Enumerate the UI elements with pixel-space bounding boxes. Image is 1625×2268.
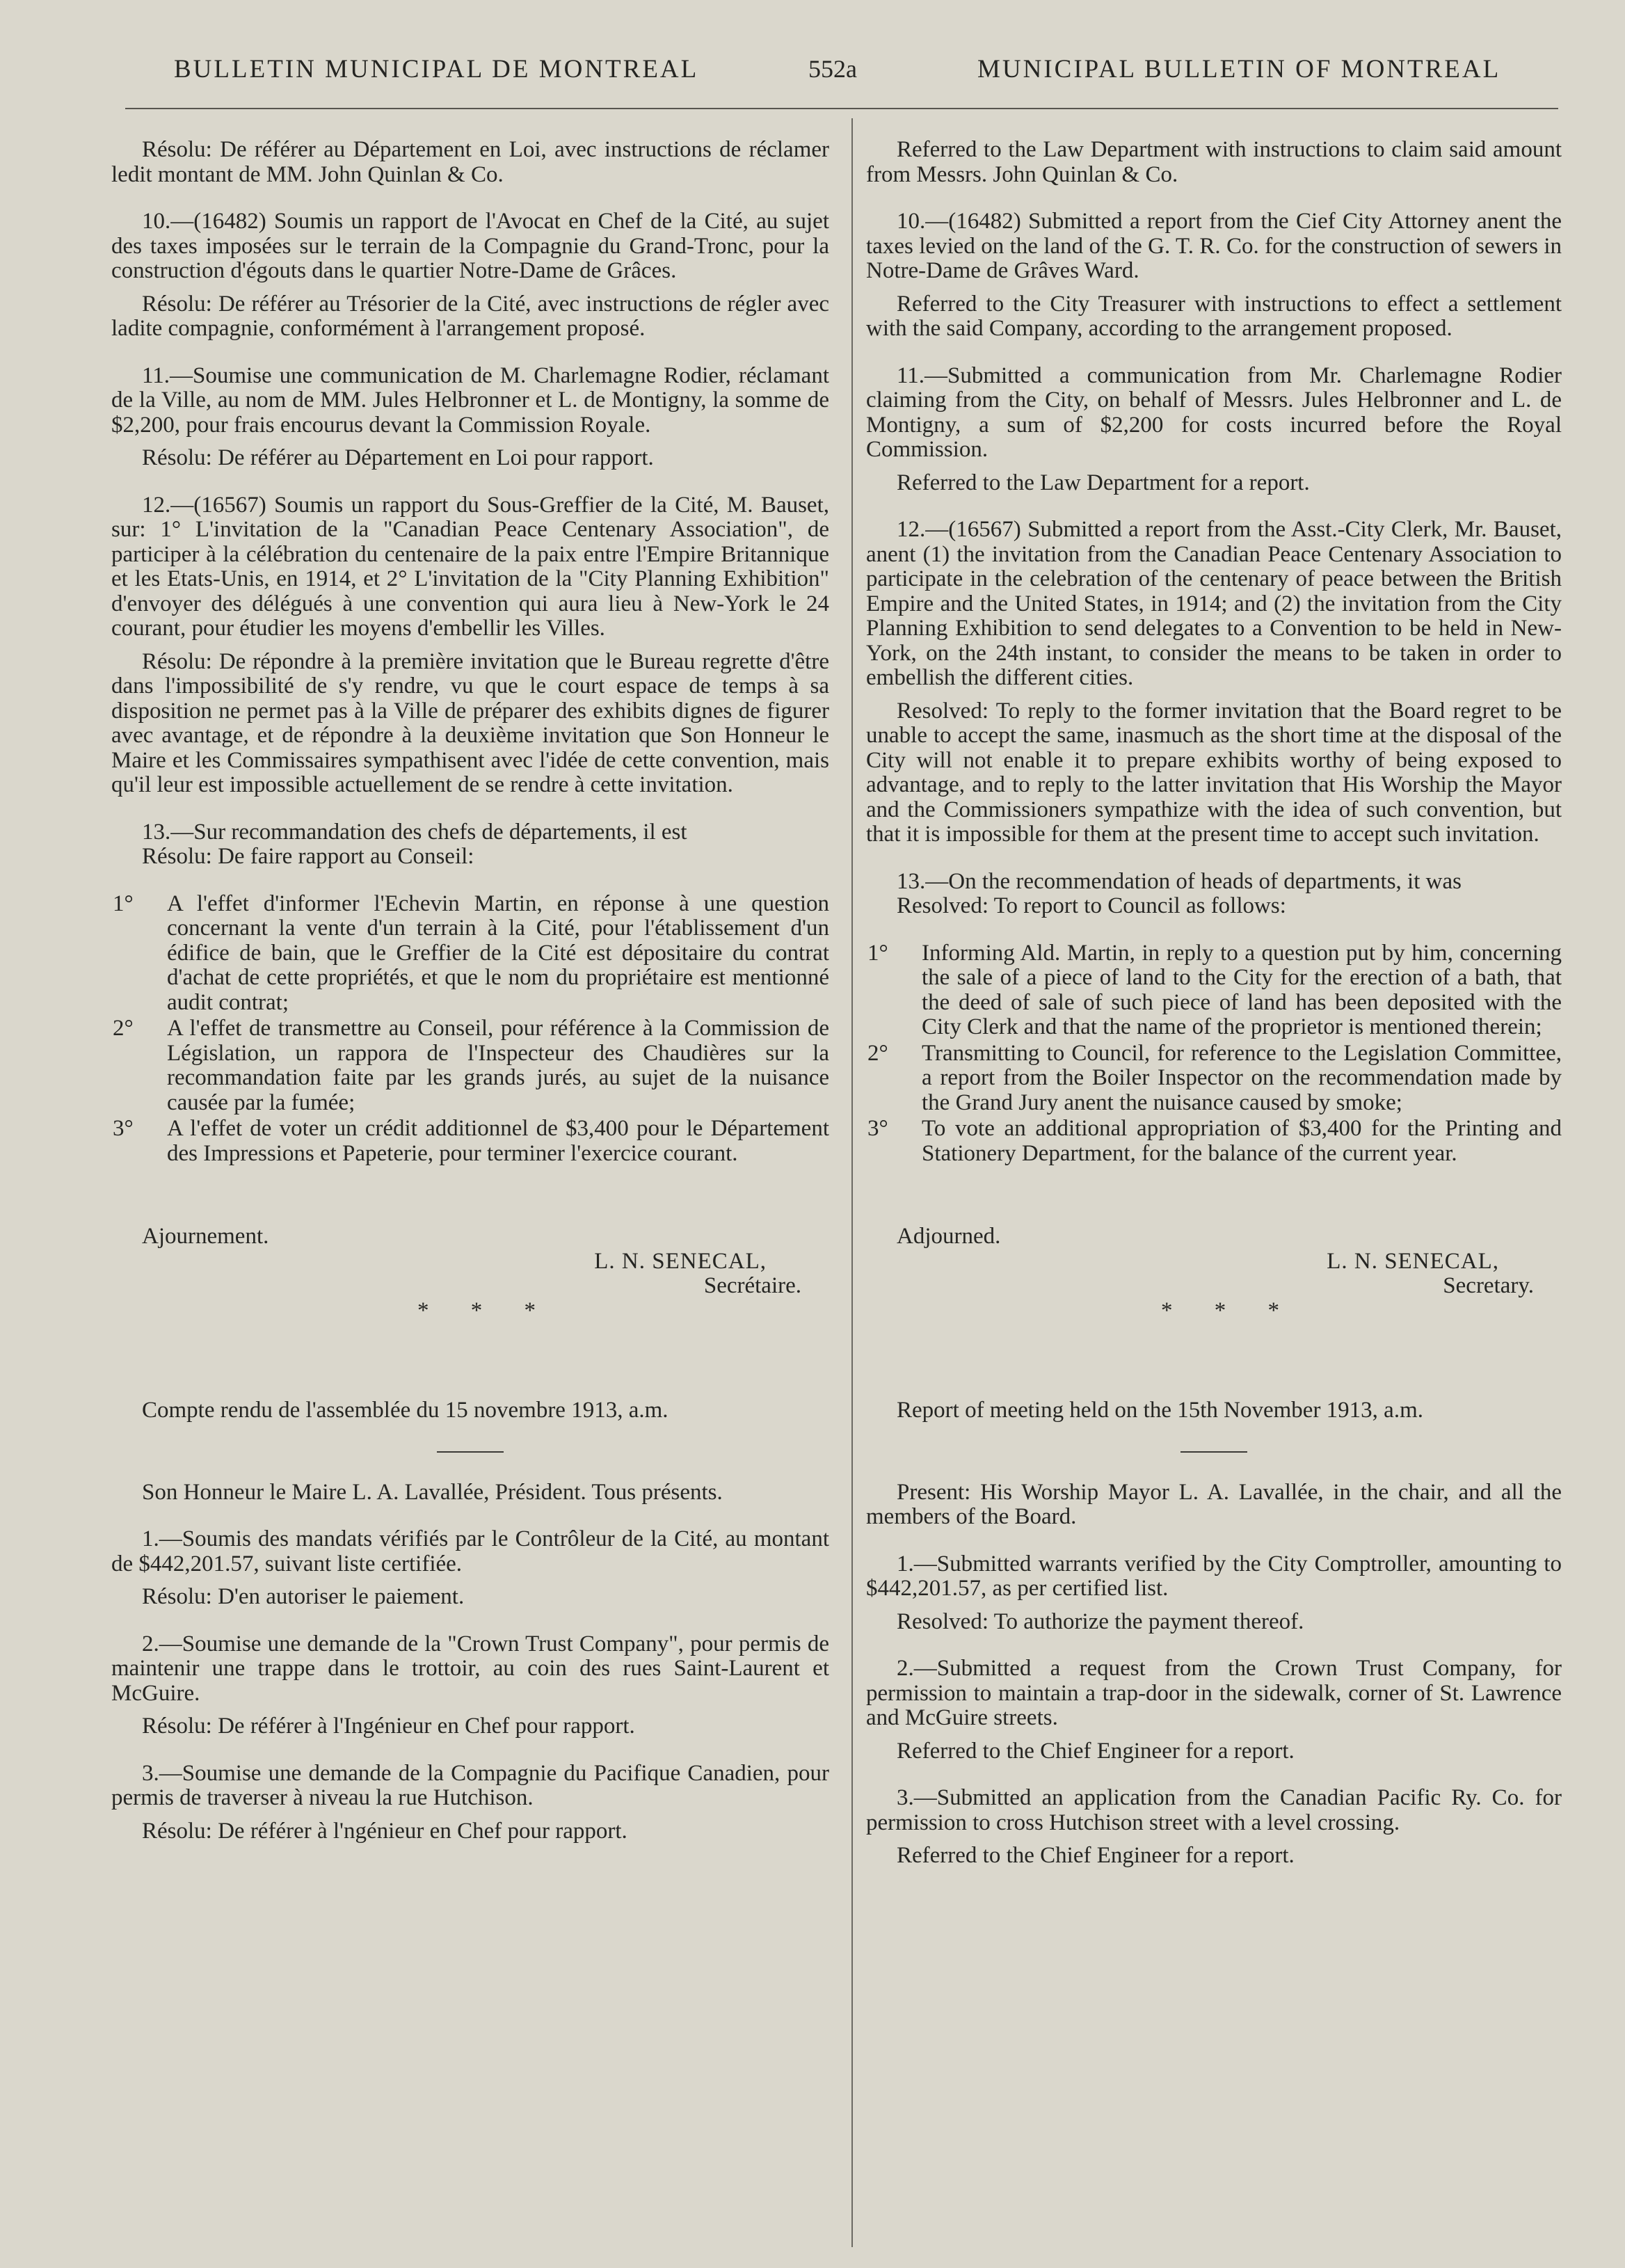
list-number: 1° xyxy=(867,940,888,966)
list-number: 3° xyxy=(113,1116,134,1141)
list-item-text: A l'effet de voter un crédit additionnel de $3,400 pour le Département des Impressions et Papeterie, pour terminer l'exercice courant. xyxy=(167,1116,829,1166)
running-head-french: BULLETIN MUNICIPAL DE MONTREAL xyxy=(174,55,699,83)
paragraph-resolution: Resolved: To authorize the payment thereof. xyxy=(897,1608,1304,1634)
english-column xyxy=(866,138,1562,1869)
list-item-text: A l'effet de transmettre au Conseil, pour référence à la Commission de Législation, un rappora de l'Inspecteur des Chaudières sur la recommandation faite par les grands jurés, au sujet de la nuisance causée par la fumée; xyxy=(167,1016,829,1115)
paragraph-item-3: 3.—Submitted an application from the Canadian Pacific Ry. Co. for permission to cross Hutchison street with a level crossing. xyxy=(866,1785,1562,1835)
list-number: 1° xyxy=(113,891,134,916)
paragraph-resolution: Referred to the Chief Engineer for a report. xyxy=(897,1738,1295,1764)
signature-name: L. N. SENECAL, xyxy=(1327,1248,1499,1274)
paragraph-resolution: Resolved: To report to Council as follows: xyxy=(897,893,1286,918)
list-item-text: A l'effet d'informer l'Echevin Martin, en réponse à une question concernant la vente d'un terrain à la Cité, pour l'établissement d'un édifice de bain, que le Greffier de la Cité est dépositaire du contrat d'achat de cette propriétés, et que le nom du propriétaire est mentionné audit contrat; xyxy=(167,891,829,1015)
paragraph-item-12: 12.—(16567) Soumis un rapport du Sous-Greffier de la Cité, M. Bauset, sur: 1° L'invitation de la "Canadian Peace Centenary Association", de participer à la célébration du centenaire de la paix entre l'Empire Britannique et les Etats-Unis, en 1914, et 2° L'invitation de la "City Planning Exhibition" d'envoyer des délégués à une convention qui aura lieu à New-York le 24 courant, pour étudier les moyens d'embellir les Villes. xyxy=(111,492,829,641)
paragraph-item-10: 10.—(16482) Soumis un rapport de l'Avocat en Chef de la Cité, au sujet des taxes imposées sur le terrain de la Compagnie du Grand-Tronc, pour la construction d'égouts dans le quartier Notre-Dame de Grâces. xyxy=(111,209,829,283)
recommendation-list xyxy=(111,892,829,1167)
paragraph-resolution: Résolu: De référer au Trésorier de la Cité, avec instructions de régler avec ladite compagnie, conformément à l'arrangement proposé. xyxy=(111,291,829,341)
paragraph-resolution: Referred to the City Treasurer with instructions to effect a settlement with the said Company, according to the arrangement proposed. xyxy=(866,291,1562,341)
paragraph-item-11: 11.—Submitted a communication from Mr. Charlemagne Rodier claiming from the City, on behalf of Messrs. Jules Helbronner and L. de Montigny, a sum of $2,200 for costs incurred before the Royal Commission. xyxy=(866,362,1562,462)
column-divider xyxy=(851,118,853,2247)
attendance: Son Honneur le Maire L. A. Lavallée, Président. Tous présents. xyxy=(142,1479,723,1505)
list-item xyxy=(111,1117,829,1166)
paragraph-item-3: 3.—Soumise une demande de la Compagnie du Pacifique Canadien, pour permis de traverser à niveau la rue Hutchison. xyxy=(111,1760,829,1810)
list-item xyxy=(866,1117,1562,1166)
paragraph-item-2: 2.—Soumise une demande de la "Crown Trust Company", pour permis de maintenir une trappe dans le trottoir, au coin des rues Saint-Laurent et McGuire. xyxy=(111,1631,829,1706)
list-item-text: Informing Ald. Martin, in reply to a question put by him, concerning the sale of a piece of land to the City for the erection of a bath, that the deed of sale of such piece of land has been deposited with the City Clerk and that the name of the proprietor is mentioned therein; xyxy=(922,940,1562,1039)
paragraph-resolution: Résolu: De référer à l'Ingénieur en Chef pour rapport. xyxy=(142,1714,635,1739)
paragraph-resolution: Résolu: De répondre à la première invitation que le Bureau regrette d'être dans l'impossibilité de s'y rendre, vu que le court espace de temps à sa disposition ne permet pas à la Ville de préparer des exhibits dignes de figurer avec avantage, et de répondre à la deuxième invitation que Son Honneur le Maire et les Commissaires sympathisent avec l'idée de cette convention, mais qu'il leur est impossible actuellement de se rendre à cette invitation. xyxy=(111,648,829,797)
paragraph-resolution: Résolu: D'en autoriser le paiement. xyxy=(142,1584,465,1609)
adjournment: Ajournement. xyxy=(142,1224,269,1249)
list-item xyxy=(866,1041,1562,1116)
list-item-text: To vote an additional appropriation of $3,400 for the Printing and Stationery Department, for the balance of the current year. xyxy=(922,1116,1562,1166)
list-number: 2° xyxy=(113,1016,134,1041)
paragraph-item-1: 1.—Submitted warrants verified by the City Comptroller, amounting to $442,201.57, as per certified list. xyxy=(866,1551,1562,1601)
paragraph-resolution: Resolved: To reply to the former invitation that the Board regret to be unable to accept the same, inasmuch as the short time at the disposal of the City will not enable it to prepare exhibits worthy of being exposed to advantage, and to reply to the latter invitation that His Worship the Mayor and the Commissioners sympathize with the idea of such convention, but that it is impossible for them at the present time to accept such invitation. xyxy=(866,698,1562,847)
paragraph-resolution: Referred to the Chief Engineer for a report. xyxy=(897,1843,1295,1868)
paragraph-resolution: Résolu: De référer au Département en Loi pour rapport. xyxy=(142,445,654,470)
signature-title: Secrétaire. xyxy=(703,1273,801,1298)
signature-name: L. N. SENECAL, xyxy=(594,1248,767,1274)
section-separator: * * * xyxy=(417,1297,554,1323)
paragraph-resolution: Résolu: De référer à l'ngénieur en Chef pour rapport. xyxy=(142,1818,627,1844)
recommendation-list xyxy=(866,941,1562,1167)
adjournment: Adjourned. xyxy=(897,1224,1001,1249)
meeting-report-title: Report of meeting held on the 15th November 1913, a.m. xyxy=(897,1398,1424,1423)
paragraph-item-11: 11.—Soumise une communication de M. Charlemagne Rodier, réclamant de la Ville, au nom de MM. Jules Helbronner et L. de Montigny, la somme de $2,200, pour frais encourus devant la Commission Royale. xyxy=(111,362,829,438)
list-item xyxy=(111,892,829,1016)
short-rule xyxy=(1180,1451,1247,1453)
meeting-report-title: Compte rendu de l'assemblée du 15 novembre 1913, a.m. xyxy=(142,1398,669,1423)
paragraph-item-2: 2.—Submitted a request from the Crown Trust Company, for permission to maintain a trap-door in the sidewalk, corner of St. Lawrence and McGuire streets. xyxy=(866,1656,1562,1730)
paragraph-item-13: 13.—On the recommendation of heads of departments, it was xyxy=(897,868,1462,894)
short-rule xyxy=(437,1451,504,1453)
paragraph-item-1: 1.—Soumis des mandats vérifiés par le Contrôleur de la Cité, au montant de $442,201.57, suivant liste certifiée. xyxy=(111,1526,829,1576)
paragraph-resolution: Résolu: De référer au Département en Loi, avec instructions de réclamer ledit montant de MM. John Quinlan & Co. xyxy=(111,137,829,187)
list-item xyxy=(111,1016,829,1115)
signature-title: Secretary. xyxy=(1443,1273,1534,1298)
running-head-english: MUNICIPAL BULLETIN OF MONTREAL xyxy=(977,55,1501,83)
header-rule xyxy=(125,108,1558,109)
list-number: 3° xyxy=(867,1116,888,1141)
paragraph-item-13: 13.—Sur recommandation des chefs de départements, il est xyxy=(142,819,687,845)
paragraph-resolution: Referred to the Law Department for a report. xyxy=(897,470,1310,495)
list-item-text: Transmitting to Council, for reference to the Legislation Committee, a report from the Boiler Inspector on the recommendation made by the Grand Jury anent the nuisance caused by smoke; xyxy=(922,1040,1562,1115)
list-number: 2° xyxy=(867,1040,888,1066)
paragraph-item-10: 10.—(16482) Submitted a report from the Cief City Attorney anent the taxes levied on the land of the G. T. R. Co. for the construction of sewers in Notre-Dame de Grâves Ward. xyxy=(866,209,1562,283)
paragraph-resolution: Referred to the Law Department with instructions to claim said amount from Messrs. John Quinlan & Co. xyxy=(866,137,1562,187)
attendance: Present: His Worship Mayor L. A. Lavallée, in the chair, and all the members of the Board. xyxy=(866,1479,1562,1529)
section-separator: * * * xyxy=(1161,1297,1297,1323)
paragraph-item-12: 12.—(16567) Submitted a report from the Asst.-City Clerk, Mr. Bauset, anent (1) the invitation from the Canadian Peace Centenary Association to participate in the celebration of the centenary of peace between the British Empire and the United States, in 1914; and (2) the invitation from the City Planning Exhibition to send delegates to a Convention to be held in New-York, on the 24th instant, to consider the means to be taken in order to embellish the different cities. xyxy=(866,517,1562,690)
page-number: 552a xyxy=(808,55,857,83)
paragraph-resolution: Résolu: De faire rapport au Conseil: xyxy=(142,844,474,869)
french-column xyxy=(111,138,829,1844)
list-item xyxy=(866,941,1562,1040)
